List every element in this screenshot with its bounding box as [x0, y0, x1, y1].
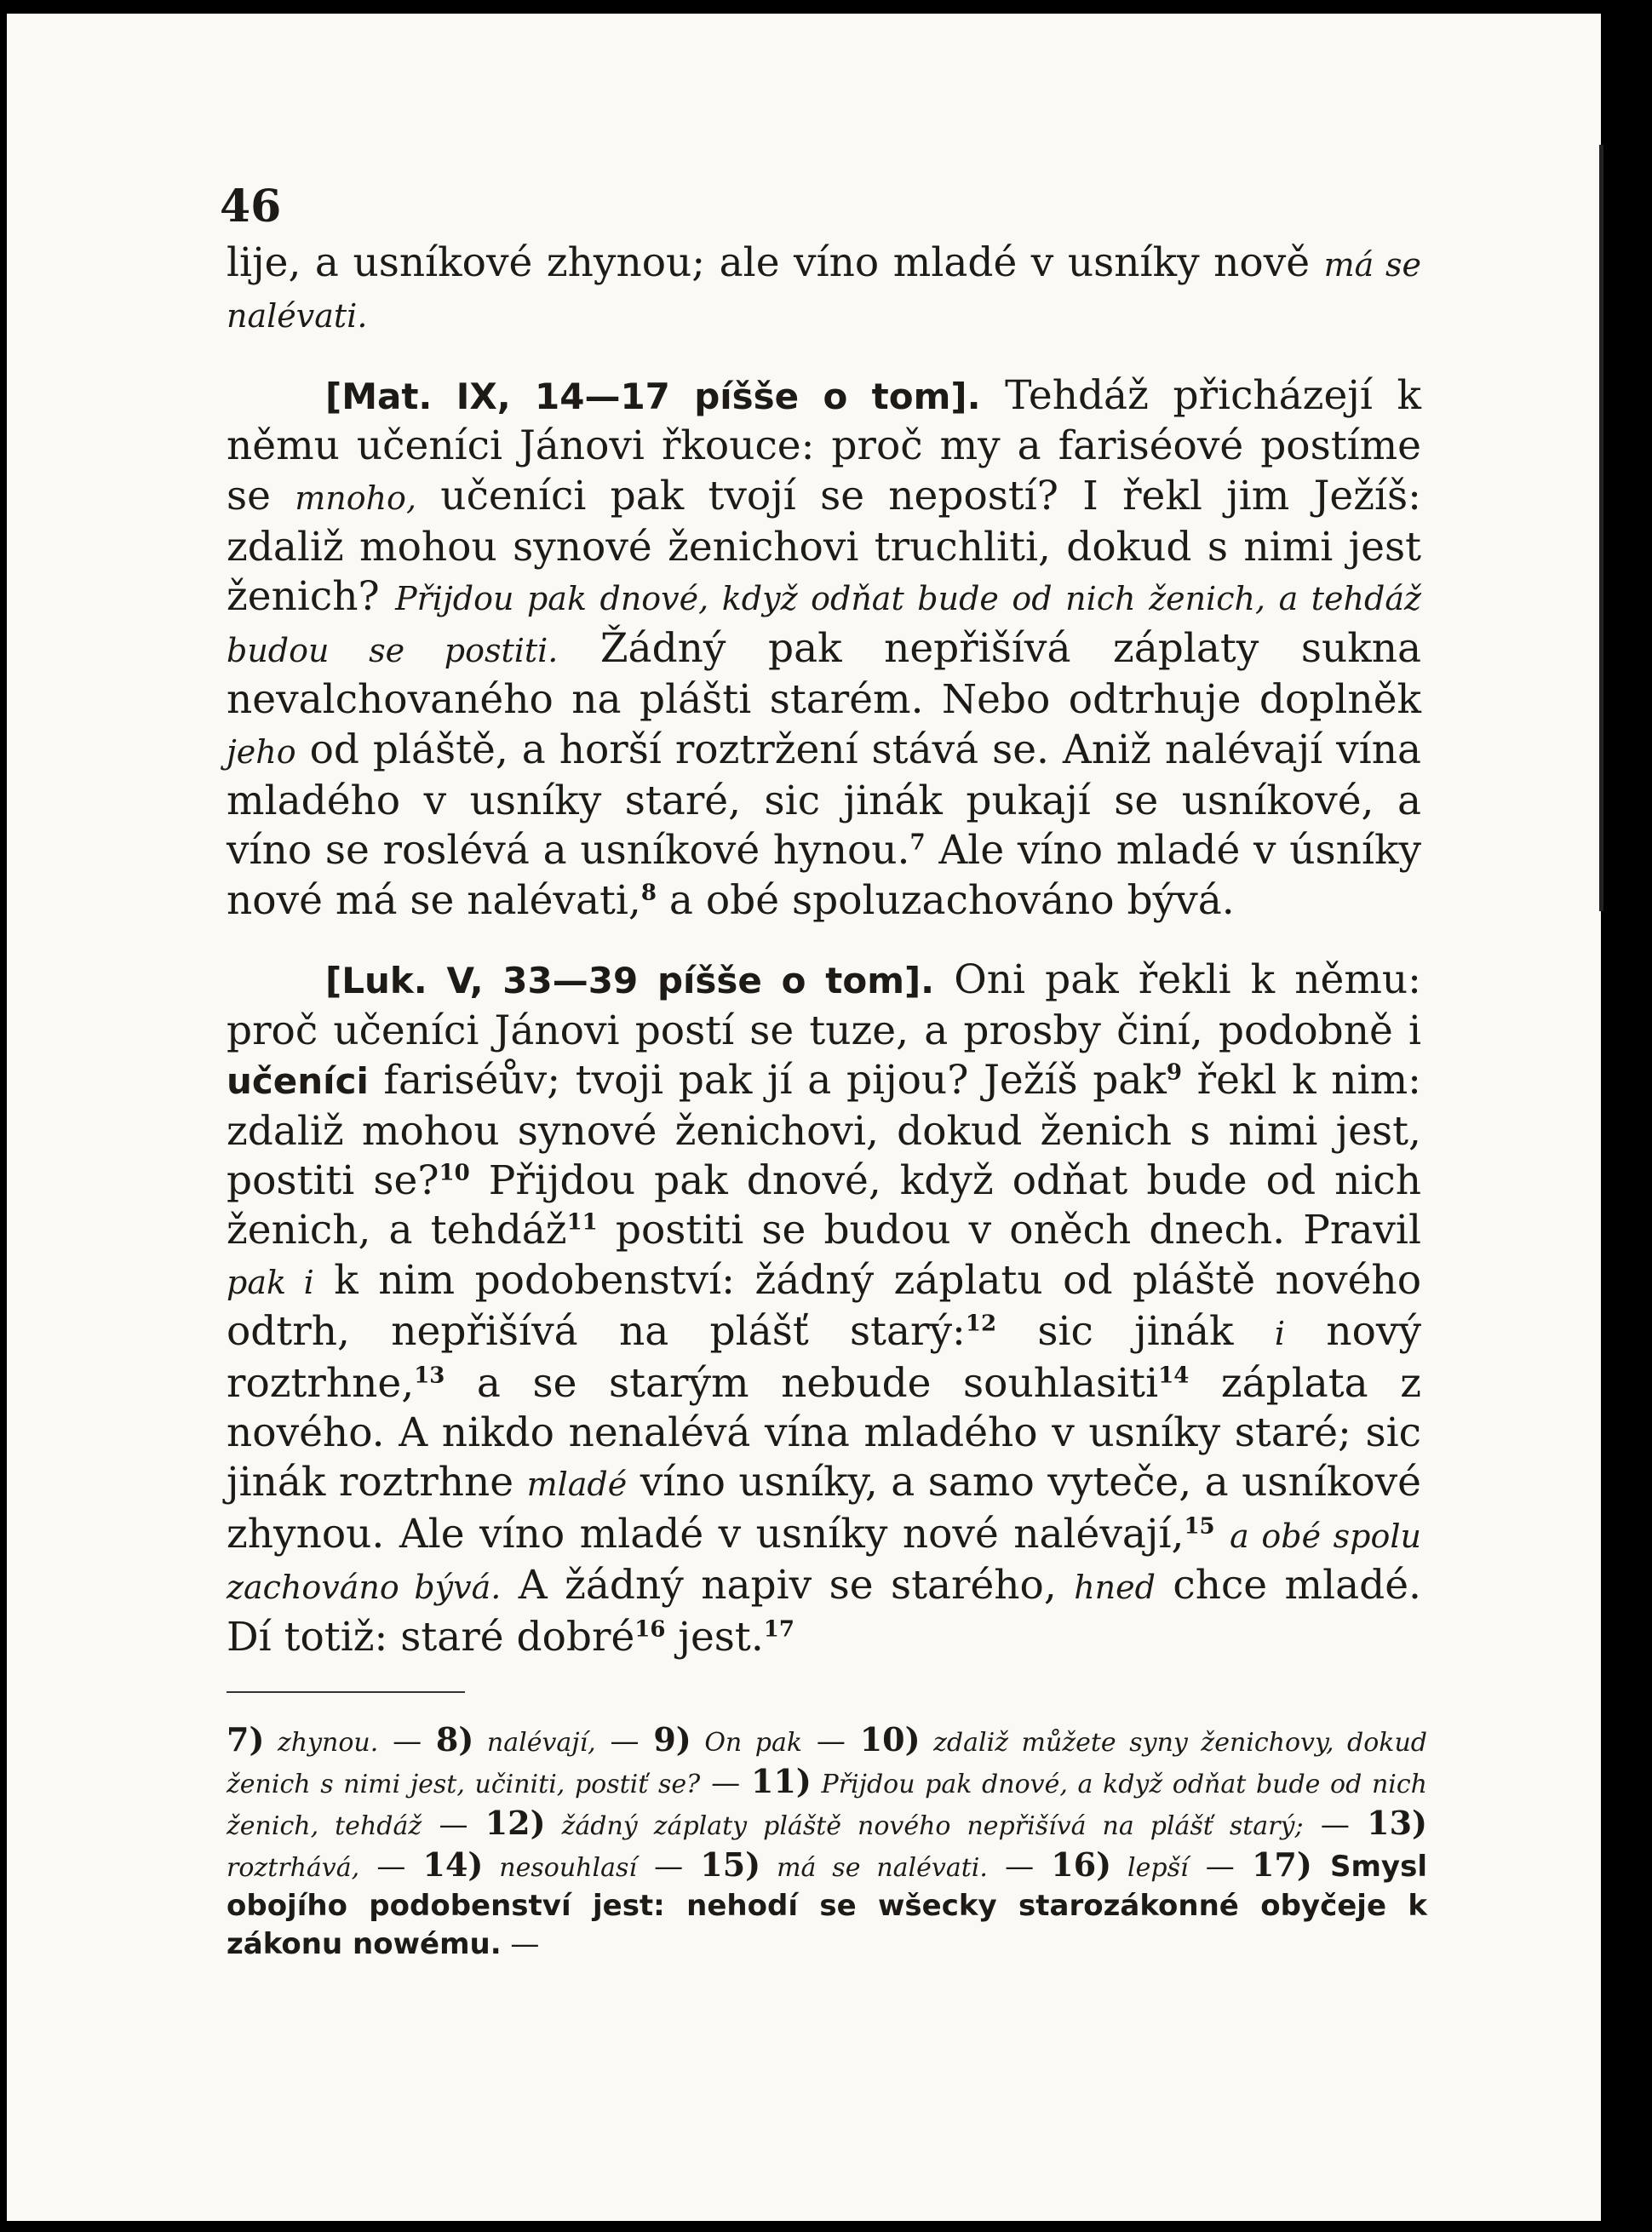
- text-segment: 17): [1251, 1845, 1312, 1884]
- footnote-marker: 10: [439, 1160, 470, 1186]
- text-segment: k nim podobenství: žádný záplatu od pláště nového odtrh, nepřišívá na plášť starý:: [227, 1256, 1421, 1356]
- text-segment: a obé spoluzachováno bývá.: [656, 876, 1235, 924]
- text-segment: i: [1274, 1315, 1286, 1353]
- text-segment: sic jinák: [996, 1308, 1275, 1356]
- footnote-marker: 17: [763, 1615, 794, 1642]
- text-segment: Přijdou pak dnové, a když odňat bude od nich ženich, tehdáž: [227, 1770, 1427, 1841]
- text-segment: 11): [751, 1762, 812, 1800]
- footnotes: [227, 1720, 1427, 1964]
- text-segment: zdaliž můžete syny ženichovy, dokud ženich s nimi jest, učiniti, postiť se?: [227, 1728, 1428, 1799]
- page-edge-line: [1599, 145, 1603, 911]
- text-segment: nalévají,: [473, 1728, 596, 1758]
- text-segment: [Luk. V, 33—39 píšše o tom].: [325, 960, 935, 1002]
- text-segment: Žádný pak nepřišívá záplaty sukna nevalchovaného na plášti starém. Nebo odtrhuje doplněk: [227, 624, 1421, 724]
- text-segment: mnoho,: [295, 479, 417, 517]
- text-segment: 10): [859, 1720, 921, 1759]
- paragraph: [227, 238, 1421, 341]
- text-segment: 15): [700, 1845, 761, 1884]
- main-text: [227, 238, 1421, 1662]
- text-segment: —: [1188, 1850, 1252, 1884]
- text-segment: —: [359, 1850, 423, 1884]
- text-segment: Oni pak řekli k němu: proč učeníci Jánovi postí se tuze, a prosby činí, podobně i: [227, 956, 1421, 1054]
- text-segment: Přijdou pak dnové, když odňat bude od nich ženich, a tehdáž: [227, 1156, 1421, 1254]
- text-segment: 9): [653, 1720, 691, 1759]
- text-segment: fariséův; tvoji pak jí a pijou? Ježíš pak: [368, 1057, 1167, 1105]
- text-segment: nový roztrhne,: [227, 1308, 1421, 1407]
- footnote-marker: 15: [1184, 1513, 1215, 1540]
- text-segment: hned: [1074, 1569, 1156, 1607]
- text-segment: [1215, 1511, 1230, 1558]
- text-segment: 7): [227, 1720, 265, 1759]
- text-segment: nesouhlasí: [483, 1853, 637, 1883]
- text-segment: [Mat. IX, 14—17 píšše o tom].: [325, 375, 981, 417]
- text-segment: jeho: [227, 732, 296, 771]
- text-segment: od pláště, a horší roztržení stává se. Aniž nalévají vína mladého v usníky staré, sic jinák pukají se usníkové, a víno se roslévá a usníkové hynou.: [227, 726, 1421, 875]
- paragraph: [227, 371, 1421, 926]
- text-segment: 13): [1367, 1804, 1428, 1842]
- text-segment: A žádný napiv se starého,: [501, 1562, 1075, 1609]
- text-segment: a se starým nebude souhlasiti: [445, 1359, 1159, 1407]
- text-segment: 8): [435, 1720, 474, 1759]
- text-segment: —: [636, 1850, 701, 1884]
- text-segment: víno usníky, a samo vyteče, a usníkové zhynou. Ale víno mladé v usníky nové nalévají,: [227, 1459, 1421, 1558]
- footnote-marker: 14: [1158, 1362, 1190, 1388]
- text-segment: —: [802, 1724, 860, 1759]
- text-segment: —: [595, 1724, 654, 1759]
- scan-border: [1601, 0, 1652, 2232]
- text-segment: pak i: [227, 1263, 314, 1301]
- footnote-rule: [227, 1691, 465, 1693]
- footnote-marker: 8: [640, 880, 657, 906]
- footnote-marker: 16: [634, 1615, 666, 1642]
- text-segment: Přijdou pak dnové, když odňat bude od nich ženich, a tehdáž budou se postiti.: [227, 580, 1422, 669]
- text-segment: On pak: [691, 1728, 803, 1758]
- footnote-marker: 9: [1166, 1059, 1182, 1086]
- footnote-marker: 7: [909, 829, 926, 856]
- text-segment: Ale víno mladé v úsníky nové má se nalévati,: [227, 827, 1422, 924]
- text-segment: řekl k nim: zdaliž mohou synové ženichovi, dokud ženich s nimi jest, postiti se?: [227, 1057, 1421, 1204]
- text-segment: mladé: [526, 1466, 628, 1504]
- text-segment: záplata z nového. A nikdo nenalévá vína mladého v usníky staré; sic jinák roztrhne: [227, 1359, 1421, 1506]
- text-segment: a obé spolu zachováno bývá.: [227, 1517, 1421, 1607]
- text-segment: lepší: [1111, 1853, 1189, 1883]
- text-segment: —: [700, 1766, 752, 1800]
- text-segment: učeníci pak tvojí se nepostí? I řekl jim Ježíš: zdaliž mohou synové ženichovi truchliti, dokud s nimi jest ženich?: [227, 472, 1421, 621]
- text-segment: roztrhává,: [227, 1853, 360, 1883]
- page-number: 46: [220, 181, 282, 232]
- text-segment: Smysl obojího podobenství jest: nehodí se wšecky starozákonné obyčeje k zákonu nowému.: [227, 1850, 1427, 1961]
- footnote-marker: 12: [965, 1311, 997, 1337]
- text-segment: —: [501, 1927, 540, 1961]
- footnote-marker: 13: [414, 1362, 445, 1388]
- text-segment: —: [987, 1850, 1052, 1884]
- text-segment: —: [422, 1808, 485, 1842]
- text-segment: Tehdáž přicházejí k němu učeníci Jánovi řkouce: proč my a fariséové postíme se: [227, 371, 1421, 519]
- text-segment: jest.: [665, 1613, 764, 1661]
- text-segment: učeníci: [227, 1060, 369, 1103]
- text-segment: chce mladé. Dí totiž: staré dobré: [227, 1562, 1421, 1661]
- footnote-marker: 11: [566, 1209, 598, 1236]
- text-segment: 16): [1051, 1845, 1112, 1884]
- text-segment: má se nalévati.: [760, 1853, 988, 1883]
- text-segment: 14): [422, 1845, 484, 1884]
- text-segment: —: [378, 1724, 436, 1759]
- text-segment: zhynou.: [264, 1728, 379, 1758]
- text-segment: postiti se budou v oněch dnech. Pravil: [597, 1207, 1421, 1254]
- text-segment: má se nalévati.: [227, 246, 1421, 336]
- text-segment: lije, a usníkové zhynou; ale víno mladé v usníky nově: [227, 239, 1324, 286]
- text-segment: žádný záplaty pláště nového nepřišívá na plášť starý;: [545, 1811, 1304, 1841]
- text-segment: 12): [485, 1804, 546, 1842]
- text-segment: —: [1303, 1808, 1368, 1842]
- paragraph: [227, 955, 1421, 1662]
